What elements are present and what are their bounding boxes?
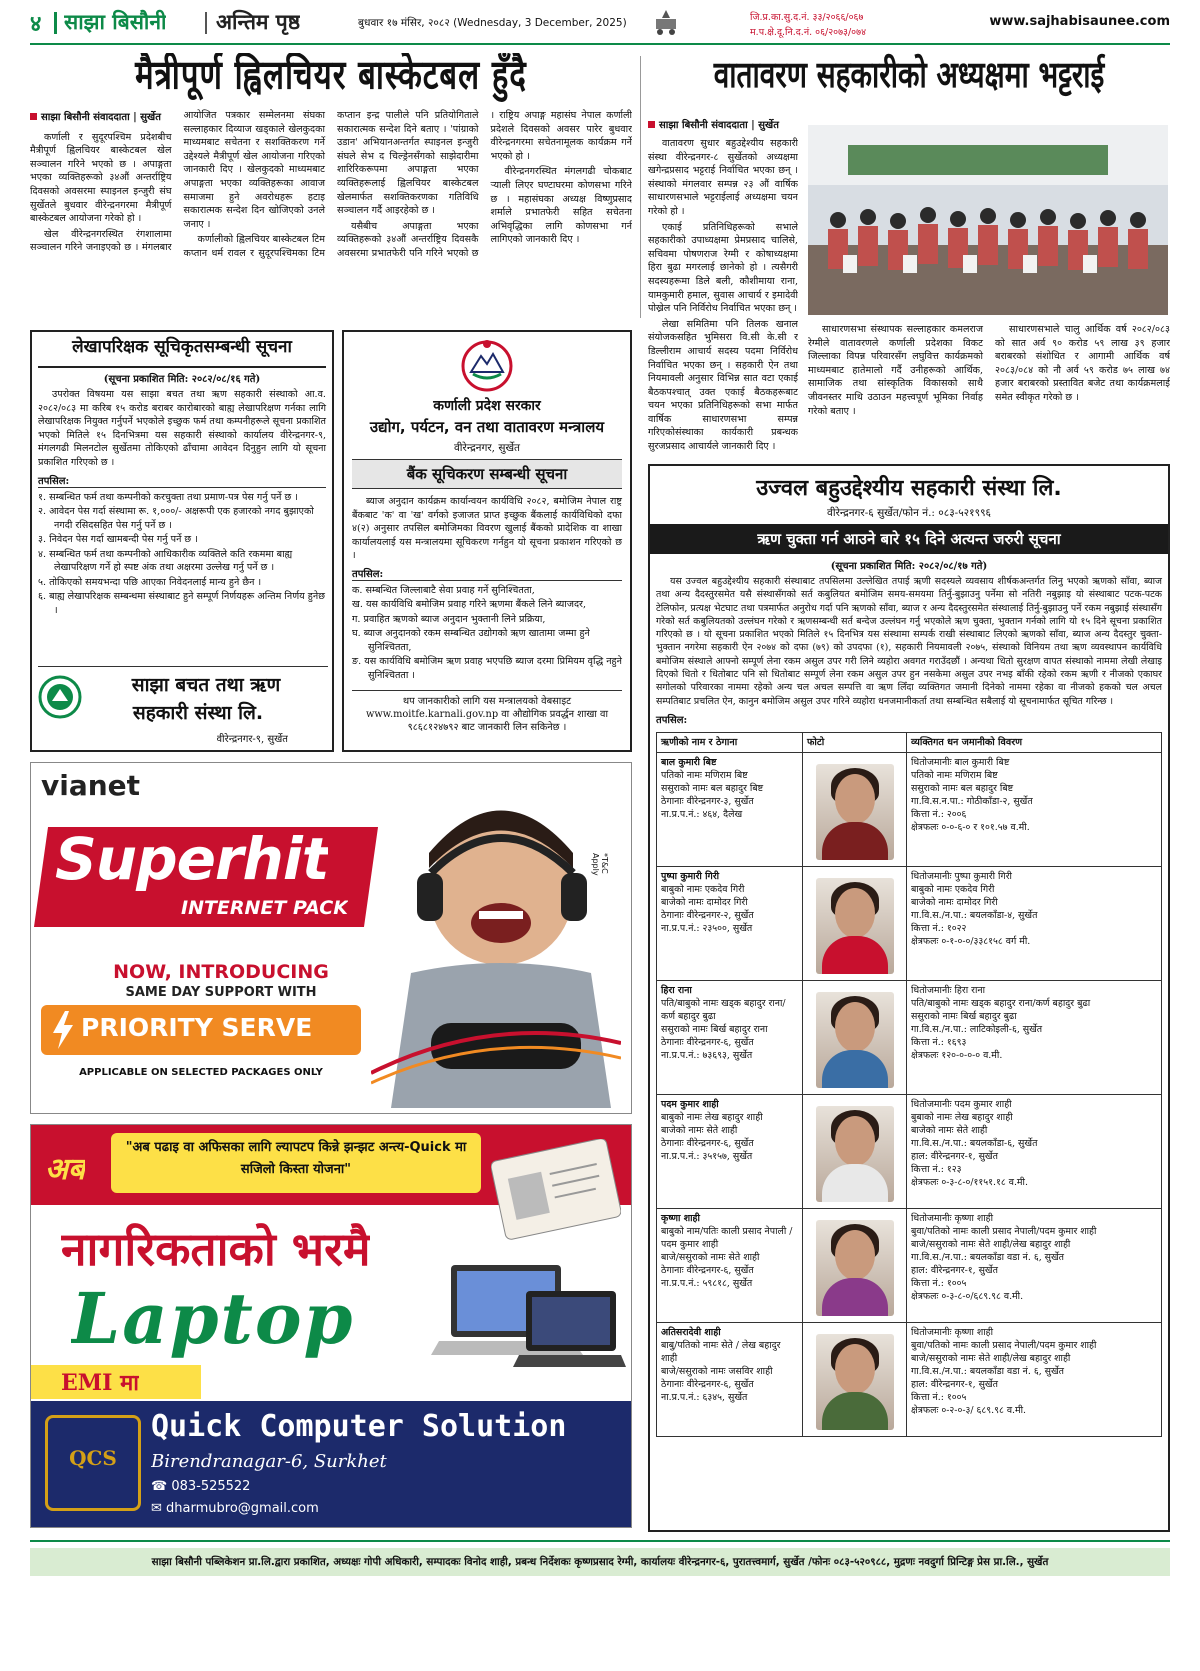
phone-row (151, 1479, 250, 1494)
email-row (151, 1501, 319, 1516)
masthead (30, 8, 1170, 40)
masthead-rule (30, 43, 1170, 45)
story1-para: वीरेन्द्रनगरस्थित मंगलगढी चोकबाट र्‍याली लिएर घण्टाघरमा कोणसभा गरिने छ । महासंघका अध्यक्ष विष्णुप्रसाद शर्माले प्रभातफेरी सहित सचेतना अभिवृद्धिका लागि कोणसभा गर्न लागिएको जानकारी दिए । (490, 166, 632, 246)
guarantor-detail: क्षेत्रफलः १२०-०-०-० व.मी. (911, 1049, 1003, 1061)
borrower-photo (816, 992, 894, 1088)
borrower-name: अतिसरादेवी शाही (661, 1326, 721, 1338)
guarantor-cell (907, 1094, 1162, 1208)
borrower-detail: ना.प्र.प.नं.: ३५१५७, सुर्खेत (661, 1150, 753, 1162)
audit-notice-list (38, 491, 326, 618)
photo-cell (803, 980, 907, 1094)
story1-byline: साझा बिसौनी संवाददाता | सुर्खेत (30, 111, 172, 125)
company-address: Birendranagar-6, Surkhet (151, 1451, 387, 1472)
guarantor-detail: हाल: वीरेन्द्रनगर-१, सुर्खेत (911, 1378, 998, 1390)
guarantor-cell (907, 752, 1162, 866)
email-icon: ✉ (151, 1501, 167, 1516)
guarantor-name: धितोजमानीः कृष्णा शाही (911, 1212, 994, 1224)
borrower-detail: बाजे/ससुराको नामः जसविर शाही (661, 1365, 773, 1377)
qcs-logo (45, 1415, 141, 1511)
masthead-divider (54, 12, 57, 34)
bullet-icon (648, 121, 655, 128)
guarantor-detail: कित्ता नं.: १००५ (911, 1391, 967, 1403)
guarantor-detail: ससुराको नामः बिर्ख बहादुर बुढा (911, 1010, 1017, 1022)
borrower-detail: बाजे/ससुराको नामः सेते शाही (661, 1251, 760, 1263)
list-item: २. आवेदन पेस गर्दा संस्थामा रू. १,०००/- अक्षरूपी एक हजारको नगद बुझाएको नगदी रसिदसहित पेस गर्नु पर्ने छ । (38, 506, 314, 531)
borrower-detail: ना.प्र.प.नं.: ६३४५, सुर्खेत (661, 1391, 748, 1403)
borrower-table (656, 732, 1162, 1437)
guarantor-detail: क्षेत्रफलः ०-१-०-०/३३८१५८ वर्ग मी. (911, 935, 1031, 947)
laptop-icon (431, 1255, 626, 1395)
borrower-detail: पतिको नामः मणिराम बिष्ट (661, 769, 748, 781)
ministry-foot-1: थप जानकारीको लागि यस मन्त्रालयको वेबसाइट (402, 696, 572, 708)
guarantor-detail: पति/बाबुको नामः खड्क बहादुर राना/कर्ण बहादुर बुढा (911, 997, 1091, 1009)
borrower-detail: बाबु/पतिको नामः सेते / लेख बहादुर शाही (661, 1339, 781, 1364)
coop-address: वीरेन्द्रनगर-६ सुर्खेत/फोन नं.: ०८३-५२१९९६ (827, 507, 991, 519)
borrower-name: पुष्पा कुमारी गिरी (661, 870, 720, 882)
applicable-note: APPLICABLE ON SELECTED PACKAGES ONLY (79, 1067, 323, 1078)
story2-para: वातावरण सुधार बहुउद्देश्यीय सहकारी संस्था वीरेन्द्रनगर-८ सुर्खेतको अध्यक्षमा खगेन्द्रप्रसाद भट्टराई निर्वाचित भएका छन् । संस्थाको मंगलवार सम्पन्न २३ औं वार्षिक साधारणसभाले भट्टराईलाई अध्यक्षमा चयन गरेको हो । (648, 138, 798, 217)
guarantor-cell (907, 1322, 1162, 1436)
superhit-title: Superhit (55, 825, 329, 893)
borrower-cell (657, 1094, 803, 1208)
guarantor-cell (907, 980, 1162, 1094)
borrower-detail: ठेगानाः वीरेन्द्रनगर-६, सुर्खेत (661, 1137, 754, 1149)
borrower-detail: बाबुको नामः एकदेव गिरी (661, 883, 745, 895)
vianet-logo: vianet (41, 769, 141, 802)
guarantor-detail: बाजे/ससुराको नामः सेते शाही/लेख बहादुर शाही (911, 1238, 1071, 1250)
audit-org-address: वीरेन्द्रनगर-९, सुर्खेत (216, 734, 288, 745)
table-row (657, 1208, 1162, 1322)
borrower-name: कृष्णा शाही (661, 1212, 700, 1224)
coop-notice-body: यस उज्वल बहुउद्देश्यीय सहकारी संस्थाबाट तपसिलमा उल्लेखित तपाई ऋणी सदस्यले व्यवसाय शीर्षकअन्तर्गत लिनु भएको ऋणको साँवा, ब्याज तथा अन्य दैदस्तुरसमेत यसै संस्थासँगको सर्त कबुलियत बमोजिम समय-समयमा तिर्नु-बुझाउनु पर्नेमा सो नतिरी नबुझाइ यो संस्थाबाट पटक-पटक टेलिफोन, प्रत्यक्ष भेटघाट तथा पत्रमार्फत अनुरोध गर्दा पनि ऋणको साँवा, ब्याज र अन्य दैदस्तुरसमेत संस्थालाई तिर्नु-बुझाउनु पर्ने रकम नबुझाई संस्थासँग गरेको सर्त कबुलियतको उल्लंघन गरेको र ऋणसम्बन्धी सर्त बन्देज उल्लंघन गर्नु भएकोले ऋण चुक्ता, भुक्तान गर्नको लागि यो १५ दिने सूचना प्रकाशित गरिएको छ । यो सूचना प्रकाशित भएको मितिले १५ दिनभित्र यस संस्थामा सम्पर्क राखी संस्थाबाट लिएको ऋणको साँवा, ब्याज अन्य दैदस्तुर चुक्ता-भुक्तान नगरेमा सहकारी ऐन २०७४ को दफा (७९) को उपदफा (१), सहकारी नियमावली २०७५, संस्थाको विनियम तथा ऋण व्यवस्थापन कार्यविधि बमोजिम संस्थाले आफ्नो सम्पूर्ण लेना रकम असुल उपर गरी लिने व्यहोरा अवगत गराउँदछौं । अन्यथा धितो सुरक्षण वापत संस्थाको नाममा लेखी लेखाइ दिएको धितो र धितोबाट पनि सो धितोबाट सम्पूर्ण लेना रकम असुल उपर हुन नसकेमा असुल उपर नभइ बाँकी रहेको रकम ऋणी र नीजको एकाघर सगोलको परिवारका नाममा रहेको अन्य चल अचल सम्पत्ति वा ऋण लिँदा व्यक्तिगत जमानी दिनेको नाममा रहेका वा नीजको हकको चल अचल सम्पतिबाट प्रचलित ऐन, कानुन बमोजिम असुल उपर गरिने व्यहोरा धनजमानीकर्ता तथा सम्बन्धित सबैलाई यो सूचनामार्फत सूचित गरिन्छ । (656, 576, 1162, 707)
ministry-gov: कर्णाली प्रदेश सरकार (433, 398, 541, 414)
guarantor-detail: गा.वि.स.न.पा.: गोठीकाँडा-२, सुर्खेत (911, 795, 1033, 807)
guarantor-detail: गा.वि.स./न.पा.: बयलकाँडा-६, सुर्खेत (911, 1137, 1038, 1149)
priority-serve-label: PRIORITY SERVE (81, 1013, 313, 1042)
borrower-photo (816, 1220, 894, 1316)
vianet-advertisement[interactable] (30, 762, 632, 1114)
ministry-list (352, 584, 622, 683)
ministry-list-title: तपसिल: (352, 566, 622, 581)
ministry-notice-body: ब्याज अनुदान कार्यक्रम कार्यान्वयन कार्यविधि २०८२, बमोजिम नेपाल राष्ट्र बैंकबाट 'क' वा 'ख' वर्गको इजाजत प्राप्त इच्छुक बैंकलाई कार्यविधिको दफा ४(२) अनुसार तपसिल बमोजिमका विवरण खुलाई बैंकको प्रादेशिक वा शाखा कार्यालयलाई यस मन्त्रालयमा सूचिकरण गर्नहुन यो सूचना प्रकाशन गरिएको छ । (352, 496, 622, 562)
borrower-cell (657, 752, 803, 866)
guarantor-detail: बुवा/पतिको नामः काली प्रसाद नेपाली/पदम कुमार शाही (911, 1225, 1097, 1237)
guarantor-detail: बाबुको नामः एकदेव गिरी (911, 883, 995, 895)
audit-notice-title: लेखापरिक्षक सूचिकृतसम्बन्धी सूचना (38, 336, 326, 368)
id-card-icon (491, 1139, 621, 1247)
ministry-place: वीरेन्द्रनगर, सुर्खेत (453, 442, 521, 454)
audit-notice (30, 330, 334, 752)
table-row (657, 752, 1162, 866)
column-divider (640, 56, 641, 318)
guarantor-name: धितोजमानीः हिरा राना (911, 984, 986, 996)
photo-cell (803, 1208, 907, 1322)
story2-para: साधारणसभाले चालु आर्थिक वर्ष २०८२/०८३ को सात अर्व ९० करोड ५९ लाख ३९ हजार बराबरको संशोधित र आगामी आर्थिक वर्ष २०८३/०८४ को नौ अर्व ५९ करोड ७५ लाख ७४ हजार बराबरको प्रस्तावित बजेट तथा कार्यक्रमलाई समेत स्वीकृत गरेको छ । (995, 324, 1170, 403)
guarantor-detail: क्षेत्रफलः ०-०-६-० र १०१.५७ व.मी. (911, 821, 1030, 833)
masthead-divider (205, 12, 207, 34)
photo-cell (803, 752, 907, 866)
guarantor-name: धितोजमानीः पदम कुमार शाही (911, 1098, 1012, 1110)
photo-cell (803, 866, 907, 980)
audit-org-name-2: सहकारी संस्था लि. (132, 702, 264, 724)
borrower-detail: बाजेको नामः सेते शाही (661, 1124, 738, 1136)
borrower-name: बाल कुमारी बिष्ट (661, 756, 717, 768)
borrower-detail: ससुराको नामः बिर्ख बहादुर राना (661, 1023, 768, 1035)
story1-para: कर्णालीको ह्विलचियर बास्केटबल टिम कप्तान धर्म रावल र सुदूरपश्चिमका टिम कप्तान इन्द्र पालीले पनि प्रतियोगिताले सकारात्मक सन्देश दिने बताए । 'पांग्राको उडान' अभियानअन्तर्गत स्पाइनल इन्जुरी संघले सेभ द चिल्ड्रेनसँगको साझेदारीमा शारिरिकरूपमा अपाङ्गता भएका व्यक्तिहरूलाई ह्विलचियर बास्केटबल खेलमार्फत सशक्तिकरणका गतिविधि सञ्चालन गर्दै आइरहेको छ । (183, 110, 479, 259)
list-item: ङ. यस कार्यविधि बमोजिम ऋण प्रवाह भएपछि ब्याज दरमा प्रिमियम वृद्धि नहुने सुनिश्चितता । (352, 656, 622, 681)
borrower-cell (657, 866, 803, 980)
date-line: बुधवार १७ मंसिर, २०८२ (Wednesday, 3 December, 2025) (358, 17, 627, 29)
borrower-detail: बाजेको नामः दामोदर गिरी (661, 896, 748, 908)
story1-para: यसैबीच अपाङ्गता भएका व्यक्तिहरूको ३४औं अन्तर्राष्ट्रिय दिवसकै अवसरमा प्रभातफेरी पनि गरिने भएको छ । राष्ट्रिय अपाङ्ग महासंघ नेपाल कर्णाली प्रदेशले दिवसको अवसर पारेर बुधवार वीरेन्द्रनगरमा सचेतनामूलक कार्यक्रम गर्ने भएको हो । (337, 110, 632, 259)
footer-rule (30, 1540, 1170, 1542)
emblem-icon (650, 8, 682, 38)
guarantor-detail: पतिको नामः मणिराम बिष्ट (911, 769, 998, 781)
list-item: ६. बाह्य लेखापरिक्षक सम्बन्धमा संस्थाबाट हुने सम्पूर्ण निर्णयहरू अन्तिम निर्णय हुनेछ । (38, 591, 325, 616)
guarantor-detail: ससुराको नामः बल बहादुर बिष्ट (911, 782, 1014, 794)
borrower-name: पदम कुमार शाही (661, 1098, 719, 1110)
bullet-icon (30, 113, 37, 120)
borrower-detail: ठेगानाः वीरेन्द्रनगर-३, सुर्खेत (661, 795, 754, 807)
audit-notice-date: (सूचना प्रकाशित मिति: २०८२/०८/१६ गते) (103, 374, 261, 385)
page-number: ४ (30, 12, 42, 37)
registration-2: म.प.क्षे.दू.नि.द.नं. ०६/२०७३/०७४ (750, 27, 867, 38)
company-email[interactable]: dharmubro@gmail.com (166, 1501, 319, 1516)
nepal-emblem-icon (457, 338, 517, 392)
borrower-detail: ठेगानाः वीरेन्द्रनगर-२, सुर्खेत (661, 909, 754, 921)
ministry-notice (342, 330, 632, 752)
borrower-detail: पति/बाबुको नामः खड्क बहादुर राना/कर्ण बहादुर बुढा (661, 997, 786, 1022)
story2-photo (808, 125, 1168, 315)
guarantor-detail: कित्ता नं.: १००५ (911, 1277, 967, 1289)
introducing-line: NOW, INTRODUCING (113, 961, 329, 983)
audit-notice-list-title: तपसिल: (38, 473, 326, 488)
story-cooperative-chair (648, 53, 1170, 458)
guarantor-detail: क्षेत्रफलः ०-२-०-३/ ६८९.९८ व.मी. (911, 1404, 1027, 1416)
guarantor-cell (907, 1208, 1162, 1322)
story2-para: एकाई प्रतिनिधिहरूको सभाले सहकारीको उपाध्यक्षमा प्रेमप्रसाद चालिसे, सचिवमा पोषणराज रेग्मी र कोषाध्यक्षमा हिरा बुढा मगरलाई छानेको हो । त्यसैगरी सदस्यहरूमा डिले बली, कौशीमाया राना, यामकुमारी हमाल, सुवास आचार्य र इमादेवी पोख्रेल पनि निर्विरोध निर्वाचित भएका छन् । (648, 221, 798, 315)
guarantor-name: धितोजमानीः बाल कुमारी बिष्ट (911, 756, 1010, 768)
guarantor-detail: कित्ता नं.: १०२२ (911, 922, 967, 934)
borrower-detail: ना.प्र.प.नं.: ७३६९३, सुर्खेत (661, 1049, 753, 1061)
list-item: ख. यस कार्यविधि बमोजिम प्रवाह गरिने ऋणमा बैंकले लिने ब्याजदर, (352, 599, 587, 611)
support-line: SAME DAY SUPPORT WITH (125, 985, 317, 1000)
column-header: व्यक्तिगत धन जमानीको विवरण (907, 732, 1162, 752)
story1-para: कर्णाली र सुदूरपश्चिम प्रदेशबीच मैत्रीपूर्ण ह्विलचियर बास्केटबल खेल सञ्चालन गरिने भएको छ । अपाङ्गता भएका व्यक्तिहरूको ३४औं अन्तर्राष्ट्रिय दिवसको अवसरमा स्पाइनल इन्जुरी संघ सुर्खेतले बुधवार वीरेन्द्रनगरमा मैत्रीपूर्ण बास्केटबल आयोजना गरेको हो । (30, 131, 172, 225)
laptop-ad-quote: "अब पढाइ वा अफिसका लागि ल्यापटप किन्ने झन्झट अन्त्य-Quick मा सजिलो किस्ता योजना" (125, 1140, 467, 1177)
guarantor-detail: बाजे/ससुराको नामः सेते शाही/लेख बहादुर शाही (911, 1352, 1071, 1364)
borrower-photo (816, 764, 894, 860)
list-item: १. सम्बन्धित फर्म तथा कम्पनीको करचुक्ता तथा प्रमाण-पत्र पेस गर्नु पर्ने छ । (38, 491, 298, 503)
story1-headline: मैत्रीपूर्ण ह्विलचियर बास्केटबल हुँदै (135, 53, 527, 99)
list-item: ४. सम्बन्धित फर्म तथा कम्पनीको आधिकारीक व्यक्तिले कति रकममा बाह्य लेखापरिक्षण गर्ने हो स्पष्ट अंक तथा अक्षरमा उल्लेख गर्नु पर्ने छ । (38, 548, 293, 574)
table-row (657, 866, 1162, 980)
guarantor-detail: गा.वि.स./न.पा.: बयलकाँडा वडा नं. ६, सुर्खेत (911, 1251, 1065, 1263)
table-row (657, 1322, 1162, 1436)
story-wheelchair-basketball (30, 53, 632, 323)
guarantor-name: धितोजमानीः कृष्णा शाही (911, 1326, 994, 1338)
story1-body (30, 109, 632, 319)
internet-pack-label: INTERNET PACK (181, 897, 348, 919)
coop-notice-title: ऋण चुक्ता गर्न आउने बारे १५ दिने अत्यन्त जरुरी सूचना (650, 524, 1168, 554)
coop-name: उज्वल बहुउद्देश्यीय सहकारी संस्था लि. (756, 476, 1062, 501)
imprint-text: साझा बिसौनी पब्लिकेशन प्रा.लि.द्वारा प्रकाशित, अध्यक्षः गोपी अधिकारी, सम्पादकः विनोद शाही, प्रबन्ध निर्देशकः कृष्णप्रसाद रेग्मी, कार्यालयः वीरेन्द्रनगर-६, पुरातत्त्वमार्ग, सुर्खेत /फोनः ०८३-५२०९८८, मुद्रणः नवदुर्गा प्रिन्टिङ्ग प्रेस प्रा.लि., सुर्खेत (151, 1556, 1049, 1568)
borrower-cell (657, 1208, 803, 1322)
guarantor-detail: गा.वि.स./न.पा.: बयलकाँडा-४, सुर्खेत (911, 909, 1038, 921)
borrower-detail: बाबुको नामः लेख बहादुर शाही (661, 1111, 763, 1123)
list-item: क. सम्बन्धित जिल्लाबाटै सेवा प्रवाह गर्ने सुनिश्चितता, (352, 584, 535, 596)
audit-org-block (38, 666, 328, 750)
qcs-logo-text: QCS (69, 1446, 117, 1470)
gamer-illustration (371, 773, 621, 1108)
audit-org-name-1: साझा बचत तथा ऋण (131, 674, 281, 696)
story2-body-right (808, 323, 1170, 453)
guarantor-detail: क्षेत्रफलः ०-३-८-०/६८९.९८ व.मी. (911, 1290, 1024, 1302)
guarantor-cell (907, 866, 1162, 980)
guarantor-detail: गा.वि.स./न.पा.: लाटिकोइली-६, सुर्खेत (911, 1023, 1043, 1035)
company-phone[interactable]: 083-525522 (171, 1479, 251, 1494)
section-label: अन्तिम पृष्ठ (216, 10, 301, 34)
photo-cell (803, 1094, 907, 1208)
registration-1: जि.प्र.का.सु.द.नं. ३३/२०६६/०६७ (750, 12, 864, 23)
borrower-detail: ना.प्र.प.नं.: ५९८१८, सुर्खेत (661, 1277, 753, 1289)
guarantor-detail: हाल: वीरेन्द्रनगर-१, सुर्खेत (911, 1150, 998, 1162)
imprint-footer (30, 1548, 1170, 1576)
borrower-name: हिरा राना (661, 984, 692, 996)
ministry-notice-title: बैंक सूचिकरण सम्बन्धी सूचना (352, 459, 622, 489)
guarantor-detail: कित्ता नं.: २००६ (911, 808, 967, 820)
ministry-name: उद्योग, पर्यटन, वन तथा वातावरण मन्त्रालय (369, 418, 605, 436)
table-row (657, 980, 1162, 1094)
story2-para: साधारणसभा संस्थापक सल्लाहकार कमलराज रेग्मीले वातावरणले कर्णाली प्रदेशका विकट जिल्लाका विपन्न परिवारसँग लघुवित्त कार्यक्रमको माध्यमबाट हातेमालो गर्दै उनीहरूको आर्थिक, सामाजिक तथा सांस्कृतिक विकासको साथै जीवनस्तर माथि उठाउन महत्त्वपूर्ण भूमिका निर्वाह गरेको बताए । (808, 324, 983, 417)
website-link[interactable]: www.sajhabisaunee.com (989, 14, 1170, 29)
borrower-photo (816, 1106, 894, 1202)
borrower-detail: ठेगानाः वीरेन्द्रनगर-६, सुर्खेत (661, 1264, 754, 1276)
guarantor-detail: बुवा/पतिको नामः काली प्रसाद नेपाली/पदम कुमार शाही (911, 1339, 1097, 1351)
guarantor-detail: हाल: वीरेन्द्रनगर-१, सुर्खेत (911, 1264, 998, 1276)
laptop-ad-laptop-word: Laptop (71, 1277, 355, 1360)
photo-cell (803, 1322, 907, 1436)
ministry-foot-2[interactable]: www.moitfe.karnali.gov.np वा औद्योगिक प्रवर्द्धन शाखा वा ९८६८१२४७९२ बाट जानकारी लिन सकिनेछ । (365, 709, 609, 734)
company-name: Quick Computer Solution (151, 1409, 567, 1444)
borrower-photo (816, 1334, 894, 1430)
story2-headline: वातावरण सहकारीको अध्यक्षमा भट्टराई (713, 53, 1105, 97)
guarantor-detail: बाजेको नामः सेते शाही (911, 1124, 988, 1136)
borrower-detail: ठेगानाः वीरेन्द्रनगर-६, सुर्खेत (661, 1378, 754, 1390)
table-header-row (657, 732, 1162, 752)
borrower-detail: ना.प्र.प.नं.: ४६४, दैलेख (661, 808, 743, 820)
borrower-detail: ना.प्र.प.नं.: २३५००, सुर्खेत (661, 922, 753, 934)
borrower-photo (816, 878, 894, 974)
story1-para: खेल वीरेन्द्रनगरस्थित रंगशालामा सञ्चालन गरिने जनाइएको छ । मंगलबार आयोजित पत्रकार सम्मेलनमा संघका सल्लाहकार दिव्याज खड्काले खेलकुदका माध्यमबाट सचेतना र सशक्तिकरण गर्ने उद्देश्यले मैत्रीपूर्ण खेल आयोजना गरिएको जानकारी दिए । खेलकुदको माध्यमबाट अपाङ्गता भएका व्यक्तिहरूका आवाज समाजमा हुने अवरोधहरू हटाइ सकारात्मक सन्देश दिन खोजिएको उनले जनाए । (30, 110, 325, 254)
guarantor-detail: गा.वि.स./न.पा.: बयलकाँडा वडा नं. ६, सुर्खेत (911, 1365, 1065, 1377)
story2-body-left (648, 137, 798, 457)
story2-para: लेखा समितिमा पनि तिलक खनाल संयोजकसहित भुमिसरा वि.सी के.सी र डिल्लीराम आचार्य सदस्य पदमा निर्विरोध निर्वाचित भएका छन् । सहकारी ऐन तथा नियमावली अनुसार विभिन्न सात वटा एकाई बैठकपश्चात् उक्त एकाई बैठकहरूबाट चयन भएका प्रतिनिधिहरूको सभा मार्फत वार्षिक साधारणसभा सम्पन्न गरिएकोसंस्थाका कार्यकारी प्रबन्धक सुरजप्रसाद आचार्यले जानकारी दिए । (648, 318, 798, 453)
laptop-ad-emi: EMI मा (61, 1370, 139, 1396)
laptop-ad-ab: अब (45, 1152, 86, 1187)
guarantor-detail: कित्ता नं.: १६९३ (911, 1036, 967, 1048)
guarantor-name: धितोजमानीः पुष्पा कुमारी गिरी (911, 870, 1012, 882)
laptop-ad-big-line: नागरिकताको भरमै (61, 1222, 371, 1276)
guarantor-detail: क्षेत्रफलः ०-३-८-०/११५१.१८ व.मी. (911, 1176, 1028, 1188)
list-item: घ. ब्याज अनुदानको रकम सम्बन्धित उद्योगको ऋण खातामा जम्मा हुने सुनिश्चितता, (352, 628, 590, 653)
column-header: फोटो (803, 732, 907, 752)
coop-notice-date: (सूचना प्रकाशित मिति: २०८२/०८/१७ गते) (830, 561, 988, 572)
phone-icon: ☎ (151, 1479, 172, 1494)
borrower-cell (657, 980, 803, 1094)
guarantor-detail: कित्ता नं.: १२३ (911, 1163, 962, 1175)
list-item: ३. निवेदन पेस गर्दा खामबन्दी पेस गर्नु पर्ने छ । (38, 534, 198, 546)
guarantor-detail: बाजेको नामः दामोदर गिरी (911, 896, 998, 908)
lightning-icon (49, 1011, 77, 1049)
borrower-cell (657, 1322, 803, 1436)
coop-list-title: तपसिल: (656, 714, 688, 726)
borrower-detail: ससुराको नामः बल बहादुर बिष्ट (661, 782, 764, 794)
column-header: ऋणीको नाम र ठेगाना (657, 732, 803, 752)
borrower-detail: बाबुको नाम/पतिः काली प्रसाद नेपाली / पदम कुमार शाही (661, 1225, 793, 1250)
terms-note: *T&C Apply (591, 853, 609, 876)
list-item: ५. तोकिएको समयभन्दा पछि आएका निवेदनलाई मान्य हुने छैन । (38, 576, 262, 588)
story2-byline: साझा बिसौनी संवाददाता | सुर्खेत (648, 117, 798, 131)
audit-notice-body: उपरोक्त विषयमा यस साझा बचत तथा ऋण सहकारी संस्थाको आ.व. २०८२/०८३ मा करिब १५ करोड बराबर कारोबारको बाह्य लेखापरिक्षण गर्नका लागि लेखापरिक्षक नियुक्त गर्नुपर्ने भएकोले इच्छुक फर्म तथा कम्पनीहरूले सूचना प्रकाशित भएको मितिले १५ दिनभित्रमा यस सहकारी संस्थाको कार्यालय वीरेन्द्रनगर-९, मंगलगढी मिलनटोल सुर्खेतमा तोकिएको ढाँचामा आवेदन दिनुहुन लागि यो सूचना प्रकाशित गरिएको छ । (38, 389, 326, 468)
table-row (657, 1094, 1162, 1208)
guarantor-detail: बुबाको नामः लेख बहादुर शाही (911, 1111, 1013, 1123)
borrower-detail: ठेगानाः वीरेन्द्रनगर-६, सुर्खेत (661, 1036, 754, 1048)
paper-name: साझा बिसौनी (64, 10, 167, 34)
list-item: ग. प्रवाहित ऋणको ब्याज अनुदान भुक्तानी लिने प्रक्रिया, (352, 613, 546, 625)
coop-loan-notice (648, 464, 1170, 1532)
laptop-advertisement[interactable] (30, 1124, 632, 1528)
